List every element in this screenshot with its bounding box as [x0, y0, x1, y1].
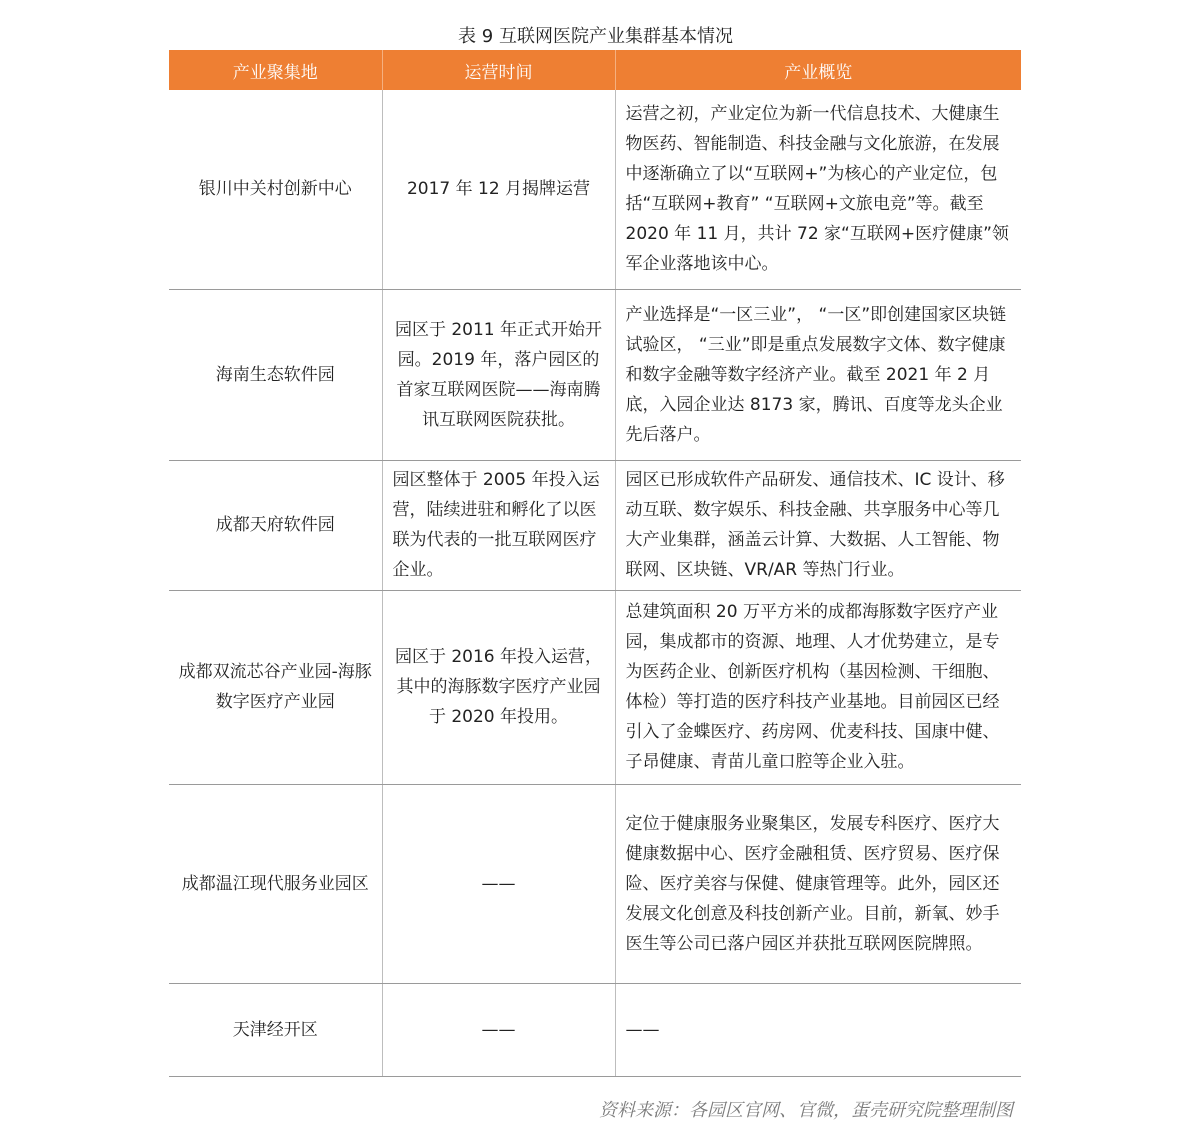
cell-overview: 总建筑面积 20 万平方米的成都海豚数字医疗产业园，集成都市的资源、地理、人才优势建立，是专为医药企业、创新医疗机构（基因检测、干细胞、体检）等打造的医疗科技产业基地。目前园区已经引入了金蝶医疗、药房网、优麦科技、国康中健、子昂健康、青苗儿童口腔等企业入驻。	[615, 590, 1021, 784]
header-location: 产业聚集地	[232, 62, 318, 83]
table-row	[169, 983, 1021, 1076]
cell-time: 园区整体于 2005 年投入运营，陆续进驻和孵化了以医联为代表的一批互联网医疗企业。	[382, 460, 615, 590]
industry-cluster-table	[169, 50, 1021, 1077]
table-row	[169, 460, 1021, 590]
cell-overview: ——	[615, 983, 1021, 1076]
cell-time: 2017 年 12 月揭牌运营	[382, 90, 615, 289]
cell-overview: 定位于健康服务业聚集区，发展专科医疗、医疗大健康数据中心、医疗金融租赁、医疗贸易、医疗保险、医疗美容与保健、健康管理等。此外，园区还发展文化创意及科技创新产业。目前，新氧、妙手医生等公司已落户园区并获批互联网医院牌照。	[615, 784, 1021, 983]
cell-location: 成都天府软件园	[169, 460, 382, 590]
cell-location: 银川中关村创新中心	[169, 90, 382, 289]
cell-overview: 运营之初，产业定位为新一代信息技术、大健康生物医药、智能制造、科技金融与文化旅游，在发展中逐渐确立了以“互联网+”为核心的产业定位，包括“互联网+教育” “互联网+文旅电竞”等。截至 2020 年 11 月，共计 72 家“互联网+医疗健康”领军企业落地该中心。	[615, 90, 1021, 289]
cell-location: 成都温江现代服务业园区	[169, 784, 382, 983]
cell-time: ——	[382, 983, 615, 1076]
table-row	[169, 590, 1021, 784]
cell-location: 海南生态软件园	[169, 289, 382, 460]
cell-location: 成都双流芯谷产业园-海豚数字医疗产业园	[169, 590, 382, 784]
table-row	[169, 90, 1021, 289]
header-overview: 产业概览	[615, 50, 1021, 90]
table-row	[169, 289, 1021, 460]
cell-time: 园区于 2011 年正式开始开园。2019 年，落户园区的首家互联网医院——海南腾讯互联网医院获批。	[382, 289, 615, 460]
source-note: 资料来源：各园区官网、官微，蛋壳研究院整理制图	[599, 1100, 1013, 1121]
table-header-row	[169, 50, 1021, 90]
cell-location: 天津经开区	[169, 983, 382, 1076]
table-row	[169, 784, 1021, 983]
cell-time: ——	[382, 784, 615, 983]
cell-overview: 园区已形成软件产品研发、通信技术、IC 设计、移动互联、数字娱乐、科技金融、共享服务中心等几大产业集群，涵盖云计算、大数据、人工智能、物联网、区块链、VR/AR 等热门行业。	[615, 460, 1021, 590]
cell-time: 园区于 2016 年投入运营，其中的海豚数字医疗产业园于 2020 年投用。	[382, 590, 615, 784]
cell-overview: 产业选择是“一区三业”， “一区”即创建国家区块链试验区， “三业”即是重点发展数字文体、数字健康和数字金融等数字经济产业。截至 2021 年 2 月底，入园企业达 8173 家，腾讯、百度等龙头企业先后落户。	[615, 289, 1021, 460]
table-caption: 表 9 互联网医院产业集群基本情况	[458, 26, 733, 47]
header-time: 运营时间	[382, 50, 615, 90]
